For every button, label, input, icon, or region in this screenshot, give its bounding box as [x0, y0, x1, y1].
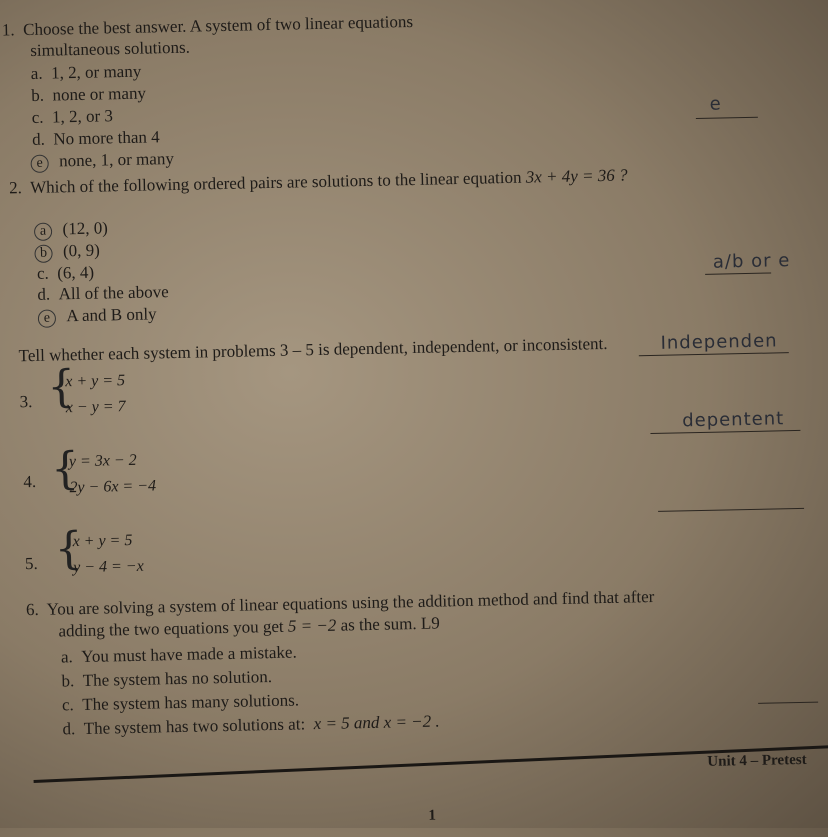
q1-option-e	[30, 149, 174, 173]
q6-stem-line2-text: adding the two equations you get	[58, 616, 284, 641]
q5-brace: {	[54, 522, 84, 575]
q5-answer-line	[658, 508, 804, 512]
q6-option-b-letter: b.	[61, 671, 75, 691]
q2-option-e-text: A and B only	[66, 304, 157, 326]
q4-eq1: y = 3x − 2	[68, 451, 137, 471]
q1-option-c	[32, 106, 114, 127]
q6-stem-line2-end: as the sum. L9	[340, 613, 440, 635]
q1-option-a	[31, 62, 142, 83]
q6-option-d-letter: d.	[62, 719, 76, 739]
q4-number: 4.	[23, 471, 37, 492]
q6-option-d-text: The system has two solutions at:	[83, 714, 306, 738]
q1-option-d-text: No more than 4	[53, 127, 160, 149]
q4-eq2: 2y − 6x = −4	[69, 477, 157, 497]
q2-answer: a/b or e	[712, 250, 791, 273]
q2-option-c	[37, 263, 95, 283]
q1-answer: e	[709, 93, 722, 115]
q1-option-e-circled-letter: e	[30, 155, 48, 173]
q6-stem-equation: 5 = −2	[287, 615, 337, 636]
unit-label: Unit 4 – Pretest	[707, 751, 807, 770]
q6-option-a	[61, 643, 297, 667]
q1-option-c-letter: c.	[31, 107, 44, 127]
q1-stem	[2, 12, 414, 40]
q6-stem-line2	[58, 614, 440, 641]
q6-option-d-math: x = 5 and x = −2 .	[313, 711, 440, 734]
q4-brace: {	[50, 443, 80, 495]
q6-option-d	[62, 712, 440, 739]
q6-option-a-letter: a.	[60, 647, 74, 667]
q1-number: 1.	[1, 20, 15, 40]
q1-answer-line	[696, 117, 758, 119]
q3-eq1: x + y = 5	[65, 372, 126, 391]
q2-equation: 3x + 4y = 36 ?	[525, 165, 628, 187]
q6-option-b-text: The system has no solution.	[82, 667, 273, 690]
q5-eq1: x + y = 5	[72, 531, 133, 551]
q1-option-c-text: 1, 2, or 3	[51, 106, 114, 127]
q1-option-b-letter: b.	[31, 85, 45, 105]
q6-option-c-text: The system has many solutions.	[82, 690, 300, 715]
q6-option-c	[62, 690, 299, 714]
q2-option-b	[34, 241, 100, 263]
q1-option-a-text: 1, 2, or many	[50, 61, 142, 83]
q5-number: 5.	[24, 553, 38, 574]
q1-option-b-text: none or many	[52, 83, 147, 105]
q1-option-d	[32, 127, 160, 149]
q2-option-a-text: (12, 0)	[62, 218, 109, 239]
q1-stem-line1: Choose the best answer. A system of two linear equations	[22, 11, 414, 40]
q2-option-b-text: (0, 9)	[62, 240, 101, 261]
q2-option-c-letter: c.	[36, 263, 49, 283]
q6-answer-line	[758, 702, 818, 704]
q3-answer: Independen	[660, 330, 778, 354]
q2-option-b-circled-letter: b	[34, 245, 52, 263]
q2-option-c-text: (6, 4)	[57, 262, 95, 283]
q3-eq2: x − y = 7	[65, 398, 126, 417]
q2-option-a	[34, 218, 108, 241]
q6-stem	[26, 587, 655, 619]
q1-option-d-letter: d.	[31, 129, 46, 149]
page-number: 1	[428, 807, 437, 824]
q2-option-d	[37, 282, 169, 304]
q6-option-a-text: You must have made a mistake.	[81, 642, 297, 667]
instruction-text: Tell whether each system in problems 3 – 5 is dependent, independent, or inconsistent.	[18, 333, 608, 366]
q2-option-d-letter: d.	[37, 284, 51, 304]
q3-brace: {	[46, 361, 76, 413]
q2-option-d-text: All of the above	[58, 282, 169, 304]
q2-stem-text: Which of the following ordered pairs are solutions to the linear equation	[29, 167, 522, 197]
q6-stem-line1: You are solving a system of linear equations using the addition method and find that after	[46, 587, 655, 619]
q2-option-e-circled-letter: e	[38, 309, 56, 327]
q2-option-e	[38, 304, 157, 327]
q2-option-a-circled-letter: a	[34, 223, 52, 241]
q6-option-b	[61, 667, 272, 690]
q2-number: 2.	[8, 178, 23, 198]
q4-answer: depentent	[681, 408, 785, 432]
q1-option-a-letter: a.	[30, 63, 43, 83]
q3-number: 3.	[19, 391, 33, 412]
q6-option-c-letter: c.	[61, 695, 75, 715]
q1-stem-line2: simultaneous solutions.	[30, 37, 191, 60]
q5-eq2: y − 4 = −x	[72, 557, 144, 577]
q2-answer-line	[705, 272, 771, 274]
q1-option-b	[31, 84, 146, 105]
q4-answer-line	[650, 430, 800, 434]
q6-number: 6.	[25, 599, 39, 620]
q1-option-e-text: none, 1, or many	[58, 148, 175, 171]
